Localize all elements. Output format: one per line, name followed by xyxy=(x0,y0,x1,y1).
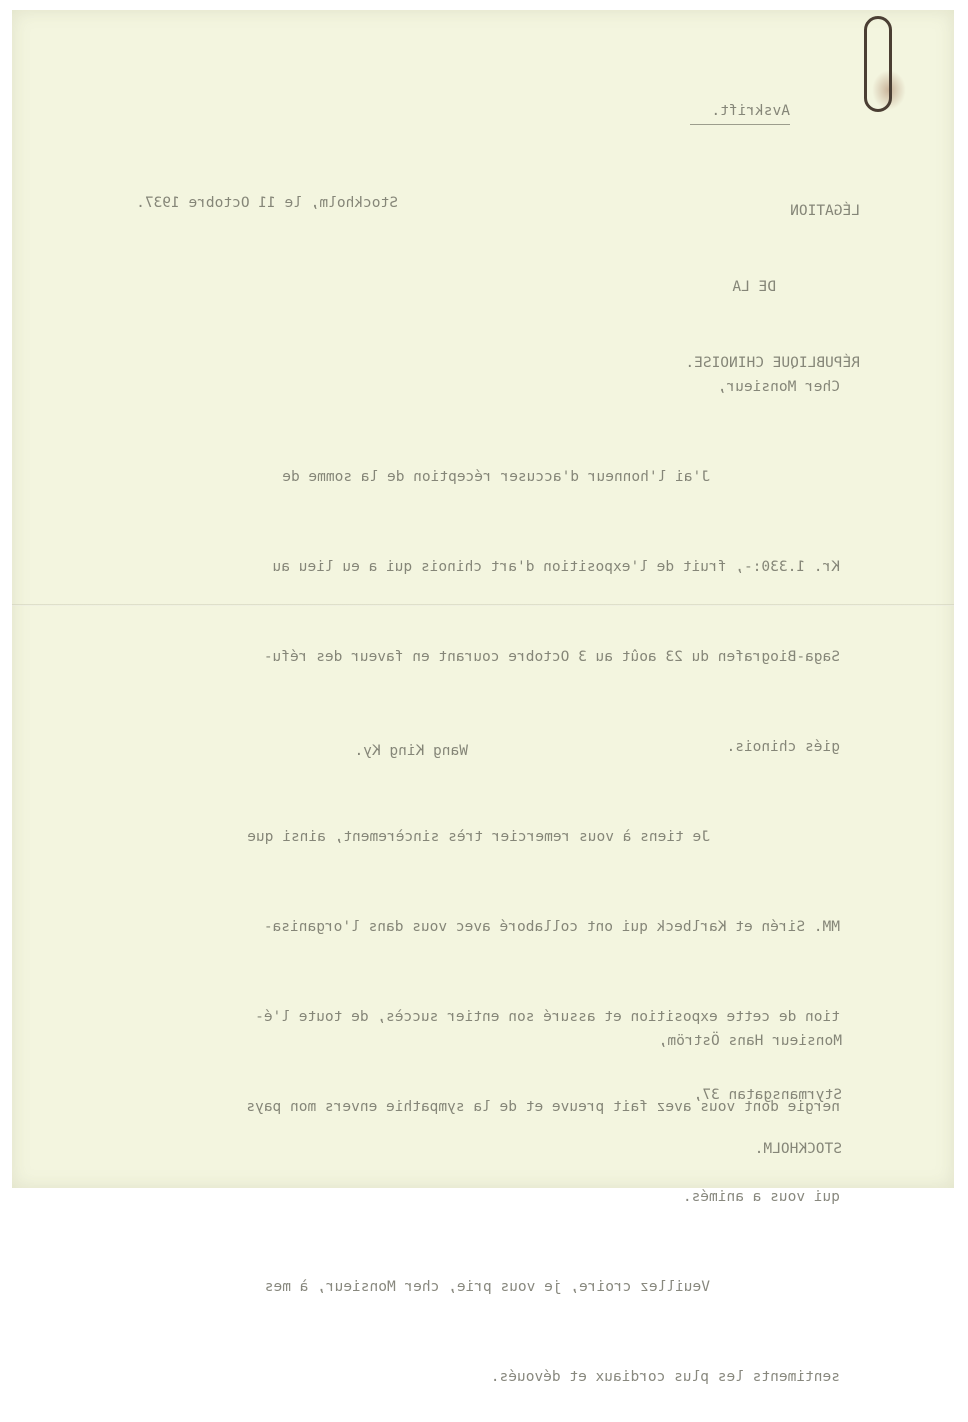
body-line: tion de cette exposition et assuré son entier succès, de toute l'é- xyxy=(255,1009,840,1025)
body-line: Kr. 1.330:-, fruit de l'exposition d'art chinois qui a eu lieu au xyxy=(272,559,840,575)
body-line: sentiments les plus cordiaux et dévoués. xyxy=(490,1369,840,1385)
body-line: Veuillez croire, je vous prie, cher Monsieur, à mes xyxy=(264,1279,710,1295)
body-line: J'ai l'honneur d'accuser réception de la somme de xyxy=(282,469,710,485)
legation-line: LÉGATION xyxy=(790,203,860,219)
paperclip-icon xyxy=(864,16,892,112)
body-line: nergie dont vous avez fait preuve et de la sympathie envers mon pays xyxy=(246,1099,840,1115)
body-line: Saga-Biografen du 23 août au 3 Octobre courant en faveur des réfu- xyxy=(263,649,840,665)
body-line: MM. Sirén et Karlbeck qui ont collaboré avec vous dans l'organisa- xyxy=(263,919,840,935)
recipient-address xyxy=(612,996,842,1176)
address-line: Monsieur Hans Öström, xyxy=(658,1033,842,1049)
date-line: Stockholm, le 11 Octobre 1937. xyxy=(136,195,398,211)
signature: Wang King Ky. xyxy=(354,743,468,759)
body-line: giés chinois. xyxy=(726,739,840,755)
address-line: STOCKHOLM. xyxy=(754,1141,842,1157)
body-line: qui vous a animés. xyxy=(682,1189,840,1205)
legation-line: RÉPUBLIQUE CHINOISE. xyxy=(685,355,860,371)
copy-mark: Avskrift. xyxy=(690,100,790,125)
address-line: Styrmansgatan 37, xyxy=(693,1087,842,1103)
salutation: Cher Monsieur, xyxy=(717,379,840,395)
legation-line: DE LA xyxy=(732,279,776,295)
letter-body xyxy=(140,312,840,1422)
body-line: Je tiens à vous remercier très sincèrement, ainsi que xyxy=(247,829,710,845)
